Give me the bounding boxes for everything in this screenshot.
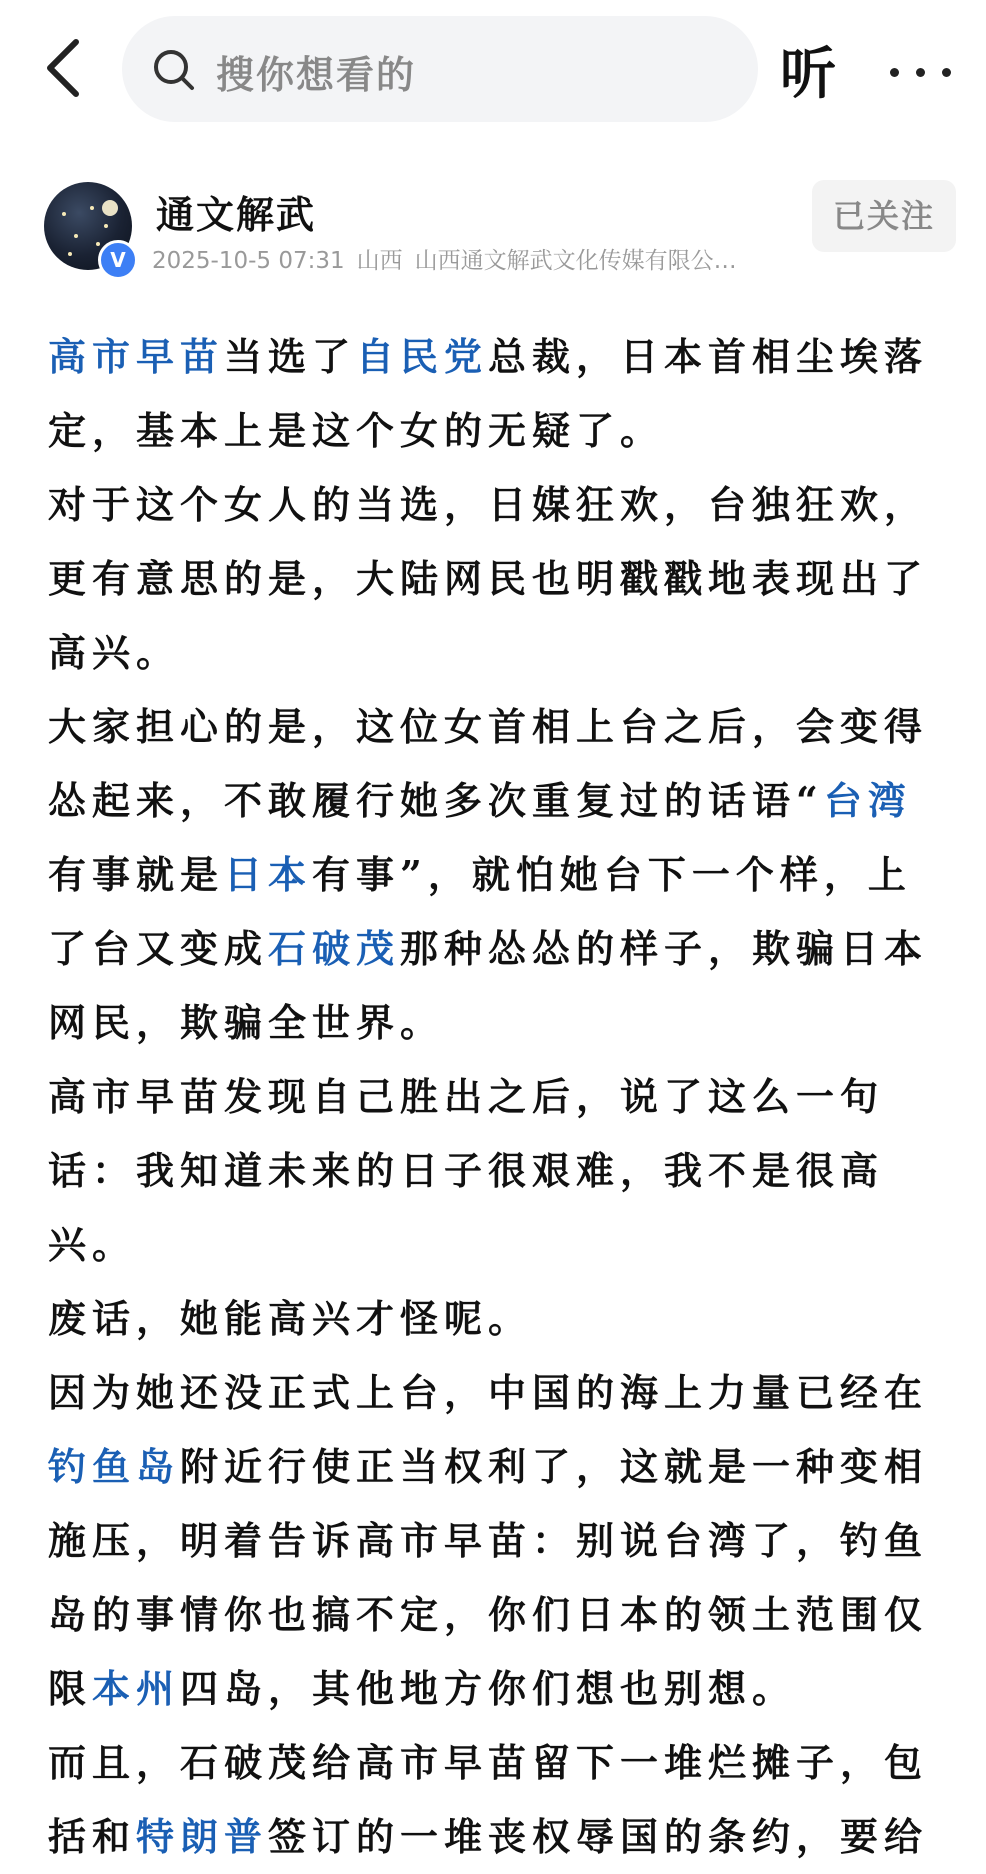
paragraph-text: 总裁，日本首相尘埃落定，基本上是这个女的无疑了。 [48,334,929,453]
article-paragraph [48,320,948,468]
article-paragraph [48,1726,948,1874]
author-org: 山西通文解武文化传媒有限公… [414,248,737,274]
paragraph-text: 因为她还没正式上台，中国的海上力量已经在 [48,1370,929,1415]
follow-button[interactable]: 已关注 [812,180,956,252]
article-paragraph [48,468,948,690]
paragraph-text: 当选了 [224,334,357,379]
author-name[interactable]: 通文解武 [156,193,317,237]
topic-link[interactable]: 台湾 [823,778,912,823]
listen-button[interactable]: 听 [780,42,836,107]
paragraph-text: 附近行使正当权利了，这就是一种变相施压，明着告诉高市早苗：别说台湾了，钓鱼岛的事情你也搞不定，你们日本的领土范围仅限 [48,1444,929,1711]
top-bar [0,0,986,140]
search-icon [152,48,196,92]
article-paragraph [48,690,948,1060]
back-button[interactable] [40,36,92,100]
search-placeholder: 搜你想看的 [216,53,417,97]
paragraph-text: 对于这个女人的当选，日媒狂欢，台独狂欢，更有意思的是，大陆网民也明戳戳地表现出了高兴。 [48,482,929,675]
paragraph-text: 那种怂怂的样子，欺骗日本网民，欺骗全世界。 [48,926,929,1045]
article-paragraph [48,1356,948,1726]
paragraph-text: 高市早苗发现自己胜出之后，说了这么一句话：我知道未来的日子很艰难，我不是很高兴。 [48,1074,885,1267]
article-paragraph [48,1060,948,1282]
topic-link[interactable]: 石破茂 [268,926,401,971]
search-input[interactable] [122,16,758,122]
paragraph-text: 有事”，就怕她台下一个样，上了台又变成 [48,852,912,971]
paragraph-text: 四岛，其他地方你们想也别想。 [180,1666,797,1711]
post-time: 2025-10-5 07:31 [152,248,345,274]
paragraph-text: 有事就是 [48,852,225,897]
topic-link[interactable]: 钓鱼岛 [48,1444,181,1489]
topic-link[interactable]: 高市早苗 [48,334,225,379]
author-row [0,170,986,290]
topic-link[interactable]: 特朗普 [136,1814,269,1859]
paragraph-text: 废话，她能高兴才怪呢。 [48,1296,533,1341]
more-dots-icon[interactable] [886,40,958,84]
paragraph-text: 而且，石破茂给高市早苗留下一堆烂摊子，包括和 [48,1740,929,1859]
article-body [48,320,948,1874]
paragraph-text: 签订的一堆丧权辱国的条约，要给 [268,1814,929,1859]
verified-badge: V [98,240,138,280]
topic-link[interactable]: 日本 [224,852,313,897]
chevron-left-icon [40,36,92,100]
paragraph-text: 大家担心的是，这位女首相上台之后，会变得怂起来，不敢履行她多次重复过的话语“ [48,704,929,823]
article-paragraph [48,1282,948,1356]
topic-link[interactable]: 自民党 [356,334,489,379]
topic-link[interactable]: 本州 [92,1666,181,1711]
post-location: 山西 [356,248,403,274]
author-meta [152,242,749,275]
